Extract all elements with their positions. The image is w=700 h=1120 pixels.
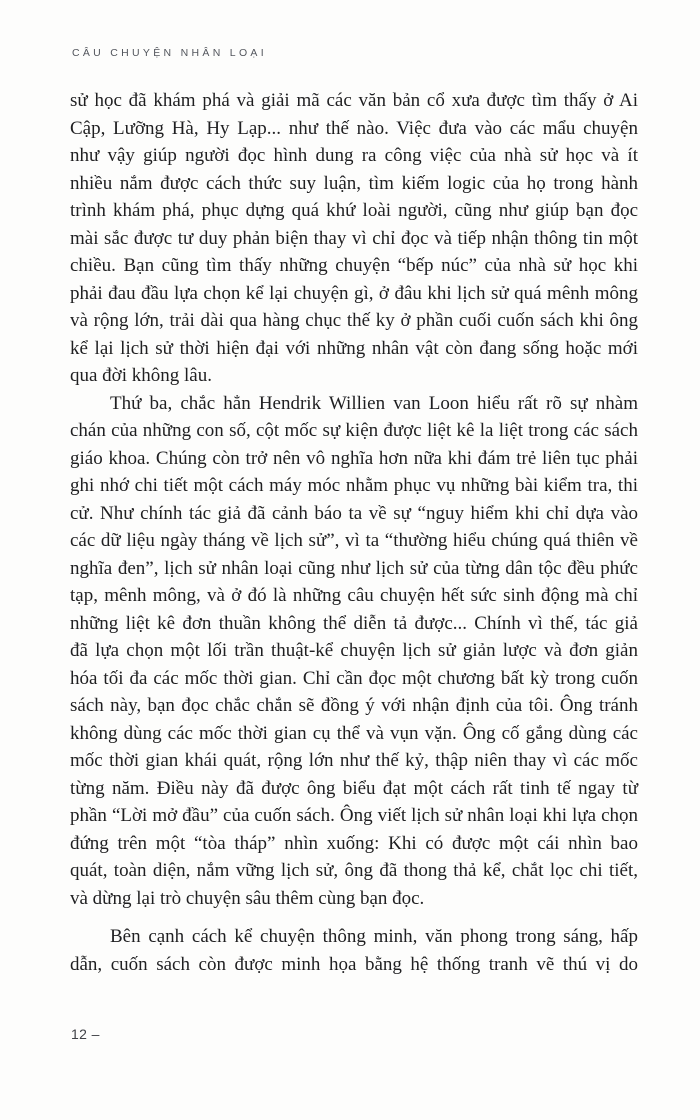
text-line: nghĩa đen”, lịch sử nhân loại cũng như lịch sử của từng dân tộc đều phức (70, 557, 638, 579)
text-line: phải đau đầu lựa chọn kể lại chuyện gì, ở đâu khi lịch sử quá mênh mông (70, 282, 638, 304)
text-line: quát, toàn diện, nắm vững lịch sử, ông đã thong thả kể, chắt lọc chi tiết, (70, 860, 638, 881)
page-body-text (70, 87, 638, 978)
text-line: mài sắc được tư duy phản biện thay vì chỉ đọc và tiếp nhận thông tin một (70, 227, 638, 249)
text-line: phần “Lời mở đầu” của cuốn sách. Ông viết lịch sử nhân loại khi lựa chọn (70, 805, 638, 826)
text-line: các dữ liệu ngày tháng về lịch sử”, vì ta “thường hiểu chúng quá thiên về (70, 530, 638, 551)
text-line: Bên cạnh cách kể chuyện thông minh, văn phong trong sáng, hấp (110, 926, 638, 947)
paragraph (70, 87, 638, 390)
text-line: kể lại lịch sử thời hiện đại với những nhân vật còn đang sống hoặc mới (70, 337, 638, 359)
text-line: đã lựa chọn một lối trần thuật-kể chuyện lịch sử giản lược và đơn giản (70, 640, 638, 661)
text-line: hóa tối đa các mốc thời gian. Chỉ cần đọc một chương bất kỳ trong cuốn (70, 667, 638, 689)
text-line: cử. Như chính tác giả đã cảnh báo ta về sự “nguy hiểm khi chỉ dựa vào (70, 502, 638, 524)
text-line: những liệt kê đơn thuần không thể diễn tả được... Chính vì thế, tác giả (70, 612, 638, 634)
text-line: như vậy giúp người đọc hình dung ra công việc của nhà sử học và ít (70, 145, 638, 166)
text-line: qua đời không lâu. (70, 365, 212, 386)
text-line: tạp, mênh mông, và ở đó là những câu chuyện hết sức sinh động mà chỉ (70, 585, 638, 606)
text-line: sách này, bạn đọc chắc chắn sẽ đồng ý với nhận định của tôi. Ông tránh (70, 695, 638, 716)
running-header: CÂU CHUYỆN NHÂN LOẠI (72, 47, 267, 59)
text-line: không dùng các mốc thời gian cụ thể và vụn vặn. Ông cố gắng dùng các (70, 722, 638, 744)
text-line: trình khám phá, phục dựng quá khứ loài người, cũng như giúp bạn đọc (70, 200, 638, 221)
text-line: dẫn, cuốn sách còn được minh họa bằng hệ thống tranh vẽ thú vị do (70, 953, 638, 975)
page-number: 12 – (71, 1026, 100, 1042)
paragraph (70, 923, 638, 978)
text-line: và dừng lại trò chuyện sâu thêm cùng bạn đọc. (70, 887, 425, 909)
paragraph (70, 390, 638, 913)
text-line: mốc thời gian khái quát, rộng lớn như thế kỷ, thập niên thay vì các mốc (70, 750, 638, 771)
text-line: từng năm. Điều này đã được ông biểu đạt một cách rất tinh tế ngay từ (70, 777, 638, 799)
text-line: nhiều nắm được cách thức suy luận, tìm kiếm logic của họ trong hành (70, 172, 638, 194)
text-line: giáo khoa. Chúng còn trở nên vô nghĩa hơn nữa khi đám trẻ liên tục phải (70, 447, 638, 469)
text-line: Thứ ba, chắc hẳn Hendrik Willien van Loon hiểu rất rõ sự nhàm (110, 392, 638, 414)
text-line: đứng trên một “tòa tháp” nhìn xuống: Khi có được một cái nhìn bao (70, 832, 638, 854)
text-line: sử học đã khám phá và giải mã các văn bản cổ xưa được tìm thấy ở Ai (70, 90, 638, 111)
text-line: chán của những con số, cột mốc sự kiện được liệt kê la liệt trong các sách (70, 420, 638, 441)
text-line: Cập, Lưỡng Hà, Hy Lạp... như thế nào. Việc đưa vào các mẩu chuyện (70, 117, 638, 139)
text-line: và rộng lớn, trải dài qua hàng chục thế ky ở phần cuối cuốn sách khi ông (70, 310, 638, 331)
text-line: ghi nhớ chi tiết một cách máy móc nhằm phục vụ những bài kiểm tra, thi (70, 475, 638, 496)
text-line: chiều. Bạn cũng tìm thấy những chuyện “bếp núc” của nhà sử học khi (70, 255, 638, 276)
